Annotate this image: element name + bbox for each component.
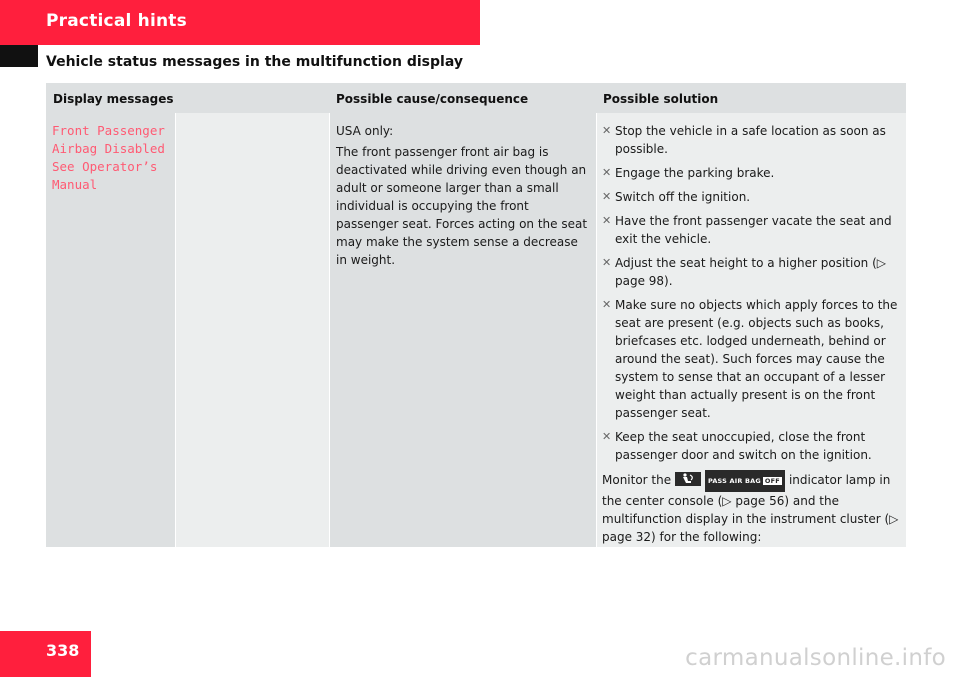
- watermark: carmanualsonline.info: [685, 645, 946, 671]
- monitor-text-after: indicator lamp in the center console (▷ page 56) and the multifunction display in the instrument cluster (▷ page 32) for the following:: [602, 473, 899, 544]
- column-divider: [175, 113, 176, 547]
- display-message-line: Airbag Disabled: [52, 141, 165, 156]
- pass-air-bag-off-badge: PASS AIR BAG OFF: [705, 470, 785, 492]
- solution-step: ✕ Keep the seat unoccupied, close the front passenger door and switch on the ignition.: [602, 430, 872, 462]
- display-message: [52, 122, 174, 194]
- step-bullet-icon: ✕: [602, 430, 612, 443]
- header-possible-solution: Possible solution: [603, 92, 719, 106]
- display-message-line: See Operator’s: [52, 159, 158, 174]
- monitor-text-before: Monitor the: [602, 473, 672, 487]
- display-message-line: Front Passenger: [52, 123, 165, 138]
- cause-intro: USA only:: [336, 124, 394, 138]
- display-message-line: Manual: [52, 177, 98, 192]
- section-marker: [0, 45, 38, 67]
- column-divider: [596, 113, 597, 547]
- page-number: 338: [46, 641, 80, 660]
- step-bullet-icon: ✕: [602, 214, 612, 227]
- step-bullet-icon: ✕: [602, 124, 612, 137]
- step-bullet-icon: ✕: [602, 256, 612, 269]
- step-bullet-icon: ✕: [602, 190, 612, 203]
- header-display-messages: Display messages: [53, 92, 174, 106]
- step-bullet-icon: ✕: [602, 166, 612, 179]
- solution-step: ✕ Switch off the ignition.: [602, 190, 751, 204]
- cause-description: The front passenger front air bag is deactivated while driving even though an adult or someone larger than a small individual is occupying the front passenger seat. Forces acting on the seat may make the system sense a decrease in weight.: [336, 145, 588, 267]
- solution-step: ✕ Stop the vehicle in a safe location as soon as possible.: [602, 124, 886, 156]
- solution-step: ✕ Make sure no objects which apply forces to the seat are present (e.g. objects such as books, briefcases etc. lodged underneath, behind or around the seat). Such forces may cause the system to sense that an occupant of a lesser weight than actually present is on the front passenger seat.: [602, 298, 898, 420]
- passenger-airbag-icon: [675, 472, 701, 486]
- column-divider: [329, 113, 330, 547]
- solution-step: ✕ Adjust the seat height to a higher position (▷ page 98).: [602, 256, 886, 288]
- header-title: Practical hints: [46, 11, 187, 31]
- solution-steps: [602, 122, 902, 546]
- solution-step: ✕ Have the front passenger vacate the seat and exit the vehicle.: [602, 214, 892, 246]
- step-bullet-icon: ✕: [602, 298, 612, 311]
- spacer-column: [175, 113, 329, 547]
- table-header: [46, 83, 906, 113]
- status-messages-table: [46, 83, 906, 547]
- section-title: Vehicle status messages in the multifunction display: [46, 54, 463, 70]
- monitor-note: [602, 470, 902, 546]
- solution-step: ✕ Engage the parking brake.: [602, 166, 775, 180]
- header-possible-cause: Possible cause/consequence: [336, 92, 529, 106]
- cause-text: [336, 122, 592, 272]
